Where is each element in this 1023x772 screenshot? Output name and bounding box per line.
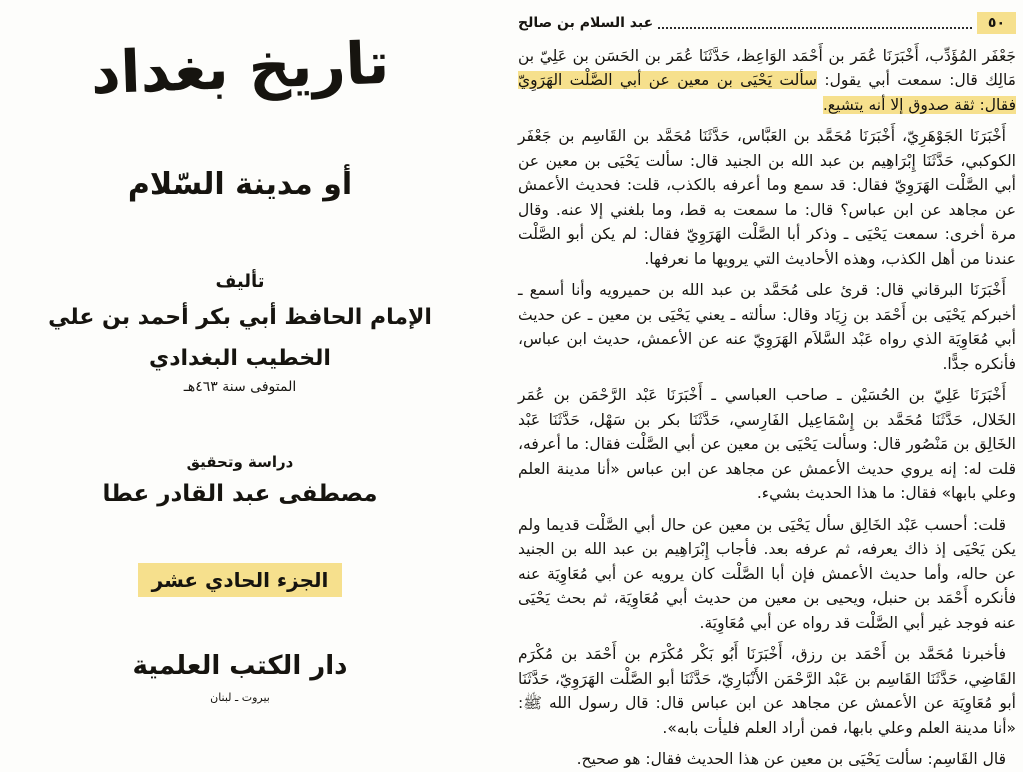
cover-page [48,15,432,730]
volume-badge: الجزء الحادي عشر [138,563,343,597]
author-death-year: المتوفى سنة ٤٦٣هـ [183,379,297,395]
running-header [518,12,1016,34]
paragraph-3: أَخْبَرَنَا البرقاني قال: قرئ على مُحَمَّد بن عبد الله بن حميرويه وأنا أسمع ـ أخبركم يَحْيَى بن أَحْمَد بن زِيَاد وقال: سألته ـ يعني يَحْيَى بن معين ـ عن حديث أبي مُعَاوِيَة الذي رواه عَبْد السَّلاَم الهَرَوِيّ عنه عن الأعمش، حديث ابن عباس، فأنكره جدًّا. [518,281,1016,373]
dotted-leader [658,26,972,29]
paragraph-5: قلت: أحسب عَبْد الخَالِق سأل يَحْيَى بن معين عن حال أبي الصَّلْت قديما ولم يكن يَحْيَى إذ ذاك يعرفه، ثم عرفه بعد. فأجاب إِبْرَاهِيم بن عبد الله بن الجنيد عن حاله، وأما حديث الأعمش فإن أبا الصَّلْت كان يرويه عن أبي مُعَاوِيَة عنه فأنكره أَحْمَد بن حنبل، ويحيى بن معين من حديث أبي مُعَاوِيَة، ثم بحث يَحْيَى عنه فوجد غير أبي الصَّلْت قد رواه عن أبي مُعَاوِيَة. [518,515,1016,632]
book-subtitle: أو مدينة السّلام [127,167,353,202]
author-epithet: الخطيب البغدادي [149,346,331,371]
paragraph-1 [518,44,1016,117]
paragraph-6: فأخبرنا مُحَمَّد بن أَحْمَد بن رزق، أَخْبَرَنَا أَبُو بَكْر مُكْرَم بن أَحْمَد بن مُكْرَم القَاضِي، حَدَّثَنَا القَاسِم بن عَبْد الرَّحْمَن الأَنْبَارِيّ، حَدَّثَنَا أبو الصَّلْت الهَرَوِيّ، حَدَّثَنَا أبو مُعَاوِيَة عن الأعمش عن مجاهد عن ابن عباس قال: قال رسول الله ﷺ: «أنا مدينة العلم وعلي بابها، فمن أراد العلم فليأت بابه». [518,645,1016,737]
byline-label: تأليف [215,271,265,292]
publisher-logo: دار الكتب العلمية [132,651,348,681]
page-number: ٥٠ [977,12,1016,34]
book-title: تاريخ بغداد [89,28,391,108]
volume-line [48,563,432,597]
paragraph-7: قال القَاسِم: سألت يَحْيَى بن معين عن هذا الحديث فقال: هو صحيح. [576,750,1006,769]
author-name: الإمام الحافظ أبي بكر أحمد بن علي [48,305,432,330]
header-entry-title: عبد السلام بن صالح [518,15,654,31]
paragraph-1-text: جَعْفَر المُؤَدِّب، أَخْبَرَنَا عُمَر بن أَحْمَد الوَاعِظ، حَدَّثَنَا عُمَر بن الحَسَن بن عَلِيّ بن مَالِك قال: سمعت أبي يقول: [518,47,1016,90]
paragraph-2: أَخْبَرَنَا الجَوْهَرِيّ، أَخْبَرَنَا مُحَمَّد بن العَبَّاس، حَدَّثَنَا مُحَمَّد بن القَاسِم بن جَعْفَر الكوكبي، حَدَّثَنَا إِبْرَاهِيم بن عبد الله بن الجنيد قال: سألت يَحْيَى بن معين عن أبي الصَّلْت الهَرَوِيّ فقال: قد سمع وما أعرفه بالكذب، قلت: فحديث الأعمش عن مجاهد عن ابن عباس؟ قال: ما سمعت به قط، وما بلغني إلا عنه. وقال مرة أخرى: سمعت يَحْيَى ـ وذكر أبا الصَّلْت الهَرَوِيّ فقال: لم يكن أبو الصَّلْت عندنا من أهل الكذب، وهذه الأحاديث التي يرويها ما نعرفها. [518,127,1016,268]
paragraph-4: أَخْبَرَنَا عَلِيّ بن الحُسَيْن ـ صاحب العباسي ـ أَخْبَرَنَا عَبْد الرَّحْمَن بن عُمَر الخَلال، حَدَّثَنَا مُحَمَّد بن إِسْمَاعِيل الفَارِسي، حَدَّثَنَا بكر بن سَهْل، حَدَّثَنَا عَبْد الخَالِق بن مَنْصُور قال: وسألت يَحْيَى بن معين عن أبي الصَّلْت فقال: ما أعرفه، قلت له: إنه يروي حديث الأعمش عن مجاهد عن ابن عباس «أنا مدينة العلم وعلي بابها» فقال: ما هذا الحديث بشيء. [518,386,1016,503]
text-page [518,10,1016,769]
editing-label: دراسة وتحقيق [186,453,294,471]
paragraph-1-highlight: سألت يَحْيَى بن معين عن أبي الصَّلْت الهَرَوِيّ فقال: ثقة صدوق إلا أنه يتشيع. [518,71,1016,114]
editor-name: مصطفى عبد القادر عطا [102,481,378,507]
publisher-location: بيروت ـ لبنان [210,691,270,704]
